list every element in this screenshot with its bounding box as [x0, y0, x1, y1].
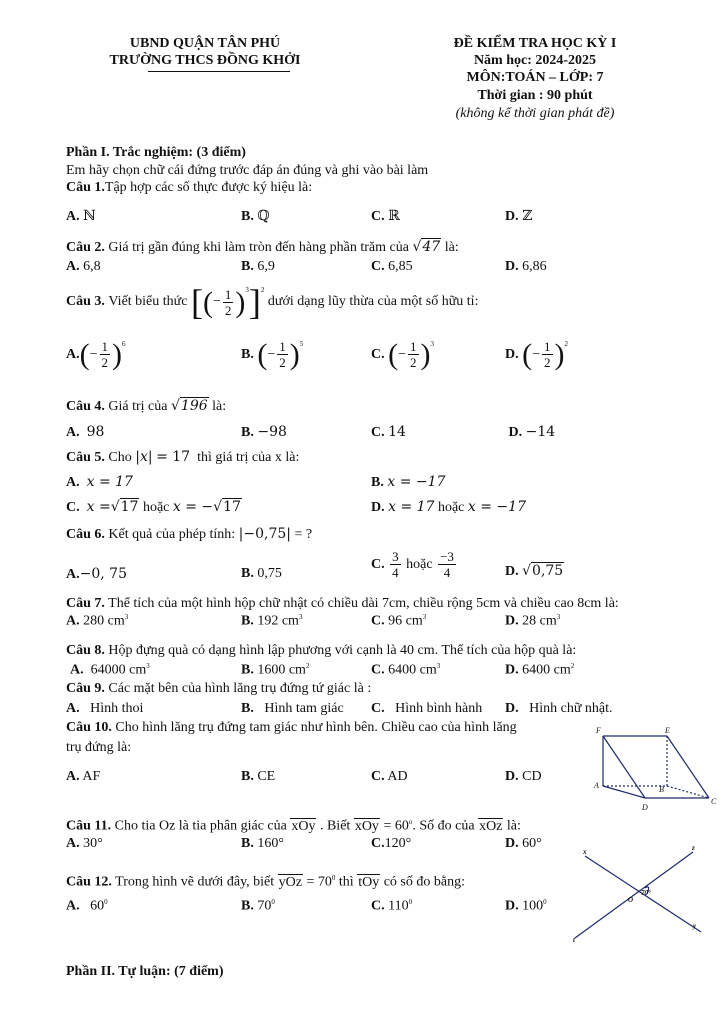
q1-option-a: A. ℕ	[66, 209, 96, 224]
question-5: Câu 5. Cho |x| = 17 thì giá trị của x là:	[66, 449, 300, 465]
q1-option-c: C. ℝ	[371, 209, 400, 224]
q1-text: Tập hợp các số thực được ký hiệu là:	[104, 180, 313, 195]
part2-title: Phần II. Tự luận: (7 điểm)	[66, 964, 224, 979]
edge-fd	[603, 736, 645, 798]
label-b: B	[659, 785, 664, 794]
q5-option-a: A. x = 17	[66, 474, 133, 490]
q6-option-a: A.−0, 75	[66, 566, 127, 582]
header-right-line2: Năm học: 2024-2025	[473, 53, 597, 68]
q7-option-b: B. 192 $cm^3$	[241, 613, 303, 629]
q11-option-b: B. 160°	[241, 836, 284, 851]
angle-figure	[565, 842, 715, 946]
q12-option-d: D. $100^0$	[505, 898, 547, 914]
header-right-line4: Thời gian : 90 phút	[477, 88, 593, 103]
header-right-line3: MÔN:TOÁN – LỚP: 7	[466, 70, 604, 85]
label-t: t	[573, 936, 575, 944]
label-d: D	[642, 803, 648, 812]
q4-option-b: B. −98	[241, 424, 287, 440]
q10-option-b: B. CE	[241, 769, 276, 784]
q10-option-d: D. CD	[505, 769, 542, 784]
q8-option-a: A. 64000 $cm^3$	[70, 662, 150, 678]
q10-option-c: C. AD	[371, 769, 408, 784]
q2-option-b: B. 6,9	[241, 259, 275, 274]
label-z: z	[692, 844, 695, 852]
label-o: O	[628, 896, 634, 904]
q7-option-c: C. 96 $cm^3$	[371, 613, 427, 629]
label-angle: 70°	[641, 889, 651, 897]
q5-option-c: C. x =√17 hoặc x = −√17	[66, 499, 241, 515]
q1-option-b: B. ℚ	[241, 209, 270, 224]
question-2: Câu 2. Giá trị gần đúng khi làm tròn đến hàng phần trăm của √47 là:	[66, 239, 459, 255]
part1-instruction: Em hãy chọn chữ cái đứng trước đáp án đúng và ghi vào bài làm	[66, 163, 429, 178]
q7-option-d: D. 28 $cm^3$	[505, 613, 561, 629]
header-left-line1: UBND QUẬN TÂN PHÚ	[129, 36, 281, 51]
q5-option-d: D. x = 17 hoặc x = −17	[371, 499, 526, 515]
part1-title: Phần I. Trắc nghiệm: (3 điểm)	[66, 145, 246, 160]
q3-option-d: D. ( − $\frac{1}{2}$ ) 2	[505, 338, 569, 371]
q1-label: Câu 1.	[66, 180, 105, 195]
q9-option-c: C. Hình bình hành	[371, 701, 483, 716]
edge-ec	[667, 736, 709, 798]
q8-option-b: B. 1600 $cm^2$	[241, 662, 310, 678]
q1-option-d: D. ℤ	[505, 209, 533, 224]
question-6: Câu 6. Kết quả của phép tính: |−0,75| = ?	[66, 526, 313, 542]
q5-option-b: B. x = −17	[371, 474, 446, 490]
q9-option-a: A. Hình thoi	[66, 701, 144, 716]
q4-option-a: A. 98	[66, 424, 105, 440]
q11-option-c: C.120°	[371, 836, 412, 851]
label-a: A	[594, 781, 599, 790]
q9-option-d: D. Hình chữ nhật.	[505, 701, 613, 716]
q2-option-a: A. 6,8	[66, 259, 101, 274]
question-7: Câu 7. Thể tích của một hình hộp chữ nhật có chiều dài 7cm, chiều rộng 5cm và chiều cao 8cm là:	[66, 596, 619, 611]
header-left-line2: TRƯỜNG THCS ĐỒNG KHỞI	[109, 53, 301, 68]
q2-sqrt: √47	[412, 239, 441, 255]
line-zt	[575, 852, 693, 938]
header-left-underline	[148, 71, 290, 72]
q6-option-d: D. √0,75	[505, 563, 564, 579]
question-10-line1: Câu 10. Cho hình lăng trụ đứng tam giác như hình bên. Chiều cao của hình lăng	[66, 720, 517, 735]
label-f: F	[596, 726, 601, 735]
q6-option-c: C. $\frac{3}{4}$ hoặc $\frac{-3}{4}$	[371, 549, 454, 580]
prism-figure	[585, 722, 725, 814]
question-1	[66, 180, 312, 196]
question-8: Câu 8. Hộp đựng quà có dạng hình lập phương với cạnh là 40 cm. Thể tích của hộp quà là:	[66, 643, 577, 658]
question-10-line2: trụ đứng là:	[66, 740, 132, 755]
q12-option-b: B. $70^0$	[241, 898, 275, 914]
header-right-line5: (không kể thời gian phát đề)	[455, 106, 615, 121]
q12-option-c: C. $110^0$	[371, 898, 413, 914]
q3-option-c: C. ( − $\frac{1}{2}$ ) 3	[371, 338, 435, 371]
q2-option-d: D. 6,86	[505, 259, 547, 274]
q4-option-d: D. −14	[508, 424, 556, 440]
q3-option-a: A. ( − $\frac{1}{2}$ ) 6	[66, 338, 126, 371]
question-9: Câu 9. Các mặt bên của hình lăng trụ đứng tứ giác là :	[66, 681, 372, 696]
question-11: Câu 11. Cho tia Oz là tia phân giác của xOy . Biết xOy = $60^o$. Số đo của xOz là:	[66, 818, 521, 834]
q10-option-a: A. AF	[66, 769, 101, 784]
q12-option-a: A. $60^0$	[66, 898, 108, 914]
q6-option-b: B. 0,75	[241, 566, 282, 581]
question-12: Câu 12. Trong hình vẽ dưới đây, biết yOz = $70^0$ thì tOy có số đo bằng:	[66, 874, 465, 890]
q11-option-a: A. 30°	[66, 836, 103, 851]
q2-option-c: C. 6,85	[371, 259, 413, 274]
label-e: E	[665, 726, 670, 735]
label-x: x	[583, 848, 587, 856]
q4-option-c: C. 14	[371, 424, 406, 440]
q3-option-b: B. ( − $\frac{1}{2}$ ) 5	[241, 338, 304, 371]
q11-option-d: D. 60°	[505, 836, 542, 851]
question-4: Câu 4. Giá trị của √196 là:	[66, 398, 227, 414]
q7-option-a: A. 280 $cm^3$	[66, 613, 129, 629]
q9-option-b: B. Hình tam giác	[241, 701, 344, 716]
header-right-line1: ĐỀ KIỂM TRA HỌC KỲ I	[453, 36, 617, 51]
q8-option-d: D. 6400 $cm^2$	[505, 662, 575, 678]
label-c: C	[711, 797, 717, 806]
q8-option-c: C. 6400 $cm^3$	[371, 662, 441, 678]
question-3: Câu 3. Viết biểu thức [ ( − $\frac{1}{2}$ ) 3 ] 2 dưới dạng lũy thừa của một số hữu tỉ:	[66, 282, 479, 322]
label-y: y	[693, 922, 697, 930]
